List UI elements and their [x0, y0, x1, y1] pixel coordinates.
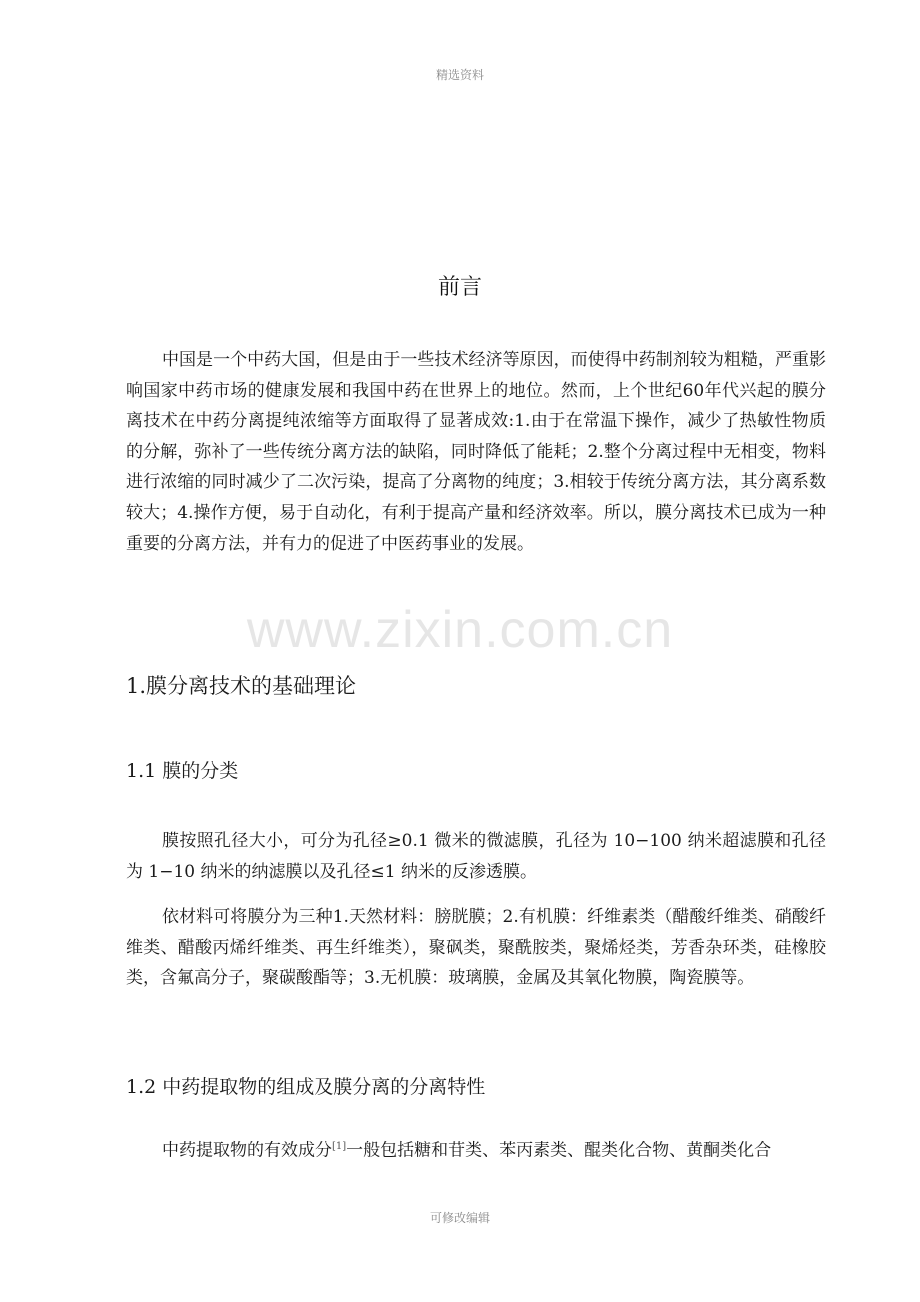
membrane-material-paragraph: 依材料可将膜分为三种1.天然材料：膀胱膜；2.有机膜：纤维素类（醋酸纤维类、硝酸纤维类、醋酸丙烯纤维类、再生纤维类），聚砜类，聚酰胺类，聚烯烃类，芳香杂环类，硅橡胶类，含氟高分子，聚碳酸酯等；3.无机膜：玻璃膜，金属及其氧化物膜，陶瓷膜等。: [126, 907, 826, 989]
membrane-pore-paragraph: 膜按照孔径大小，可分为孔径≥0.1 微米的微滤膜，孔径为 10−100 纳米超滤膜和孔径为 1−10 纳米的纳滤膜以及孔径≤1 纳米的反渗透膜。: [126, 831, 826, 882]
reference-marker[interactable]: [1]: [332, 1141, 347, 1152]
intro-paragraph: 中国是一个中药大国，但是由于一些技术经济等原因，而使得中药制剂较为粗糙，严重影响国家中药市场的健康发展和我国中药在世界上的地位。然而，上个世纪60年代兴起的膜分离技术在中药分离提纯浓缩等方面取得了显著成效:1.由于在常温下操作，减少了热敏性物质的分解，弥补了一些传统分离方法的缺陷，同时降低了能耗；2.整个分离过程中无相变，物料进行浓缩的同时减少了二次污染，提高了分离物的纯度；3.相较于传统分离方法，其分离系数较大；4.操作方便，易于自动化，有利于提高产量和经济效率。所以，膜分离技术已成为一种重要的分离方法，并有力的促进了中医药事业的发展。: [126, 350, 826, 554]
watermark: www.zixin.com.cn: [246, 601, 674, 659]
extract-text-end: 一般包括糖和苷类、苯丙素类、醌类化合物、黄酮类化合: [346, 1140, 772, 1161]
subsection-heading-1-1: 1.1 膜的分类: [126, 760, 239, 782]
subsection-heading-1-2: 1.2 中药提取物的组成及膜分离的分离特性: [126, 1076, 486, 1098]
section-heading-1: 1.膜分离技术的基础理论: [126, 674, 357, 698]
extract-paragraph: [126, 1132, 826, 1166]
page-header: 精选资料: [435, 68, 484, 82]
page-title: 前言: [437, 275, 482, 300]
page-footer: 可修改编辑: [429, 1211, 490, 1225]
extract-text-start: 中药提取物的有效成分: [162, 1140, 332, 1161]
